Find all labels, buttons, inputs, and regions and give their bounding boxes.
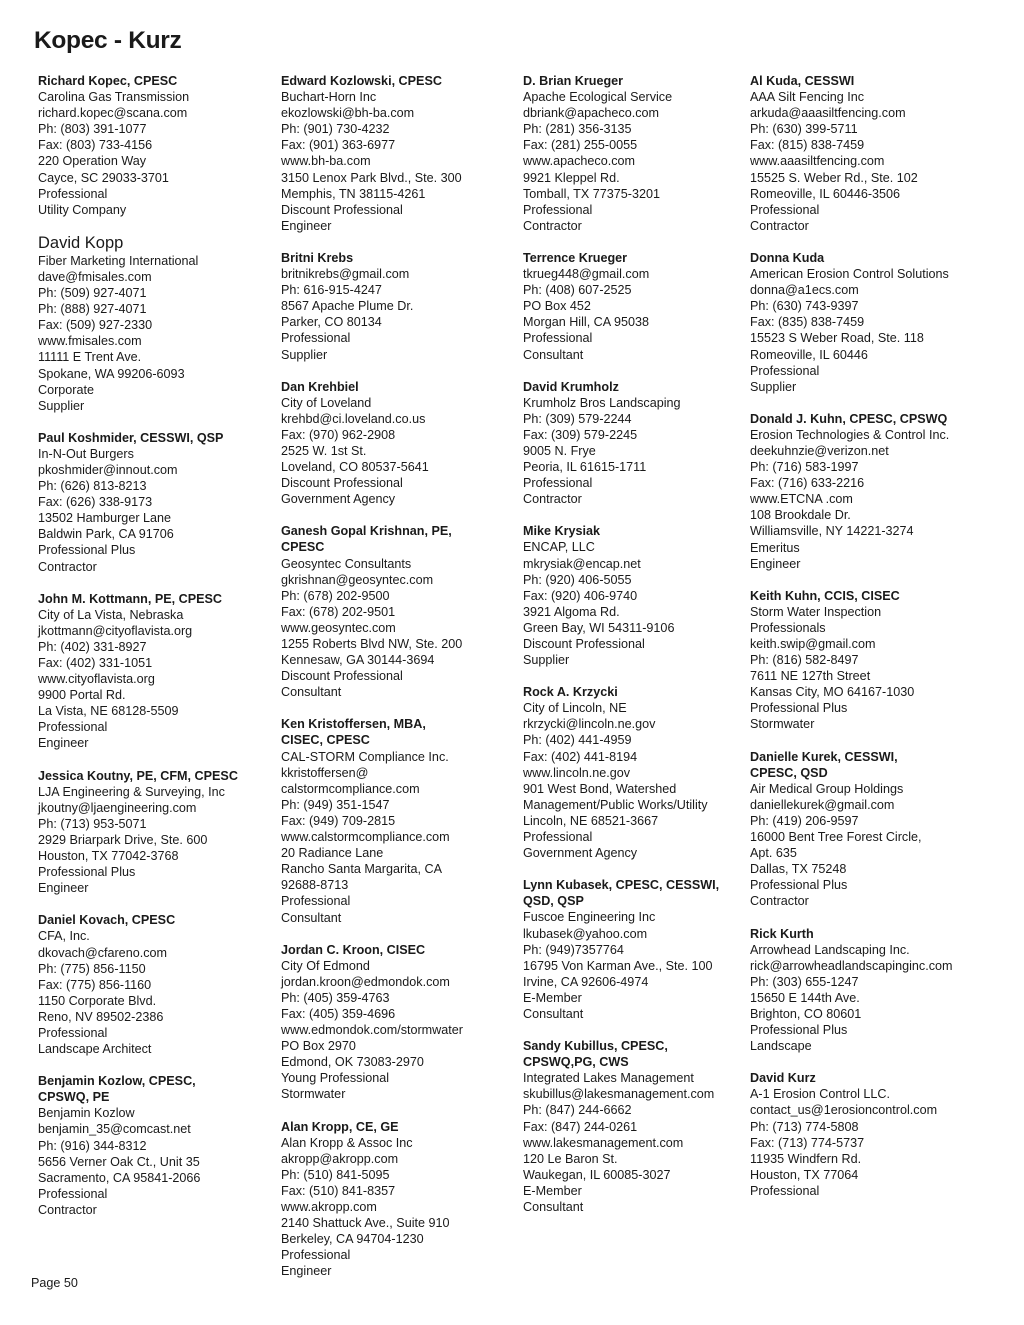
member-entry [750, 411, 988, 572]
member-detail: Ph: (803) 391-1077 [38, 122, 147, 137]
member-detail: 20 Radiance Lane [281, 846, 384, 861]
member-name: Donald J. Kuhn, CPESC, CPSWQ [750, 411, 948, 426]
member-detail: Professional Plus [38, 865, 136, 880]
member-detail: Fax: (713) 774-5737 [750, 1135, 865, 1150]
member-detail: 16000 Bent Tree Forest Circle, [750, 830, 922, 845]
member-detail: krehbd@ci.loveland.co.us [281, 411, 426, 426]
member-detail: PO Box 2970 [281, 1039, 356, 1054]
member-detail: Professional [750, 1183, 820, 1198]
member-detail: Management/Public Works/Utility [523, 797, 708, 812]
member-detail: Buchart-Horn Inc [281, 90, 377, 105]
member-name: D. Brian Krueger [523, 74, 624, 88]
member-detail: Ph: (901) 730-4232 [281, 122, 390, 137]
member-detail: www.ETCNA .com [750, 492, 853, 507]
member-detail: Erosion Technologies & Control Inc. [750, 427, 950, 442]
member-detail: Engineer [281, 1264, 332, 1279]
member-detail: E-Member [523, 990, 582, 1005]
member-detail: PO Box 452 [523, 299, 591, 314]
member-detail: Peoria, IL 61615-1711 [523, 460, 647, 475]
member-name: Daniel Kovach, CPESC [38, 913, 176, 928]
member-detail: Memphis, TN 38115-4261 [281, 186, 426, 201]
member-detail: Romeoville, IL 60446 [750, 347, 868, 362]
member-detail: LJA Engineering & Surveying, Inc [38, 784, 225, 799]
member-detail: Ph: (888) 927-4071 [38, 302, 147, 317]
member-detail: Romeoville, IL 60446-3506 [750, 186, 901, 201]
member-detail: www.apacheco.com [523, 154, 635, 169]
member-entry [523, 73, 761, 234]
directory-column-2 [281, 73, 519, 1295]
member-detail: Utility Company [38, 202, 127, 217]
member-entry [281, 250, 519, 363]
member-name: John M. Kottmann, PE, CPESC [38, 591, 223, 606]
member-detail: Ph: (309) 579-2244 [523, 411, 632, 426]
member-name: Sandy Kubillus, CPESC, [523, 1039, 668, 1054]
member-entry [750, 73, 988, 234]
member-detail: Fax: (510) 841-8357 [281, 1183, 396, 1198]
member-detail: Ph: 616-915-4247 [281, 283, 382, 298]
member-detail: 2525 W. 1st St. [281, 443, 367, 458]
member-name: David Kurz [750, 1071, 816, 1086]
member-name: Alan Kropp, CE, GE [281, 1119, 399, 1134]
member-detail: 5656 Verner Oak Ct., Unit 35 [38, 1154, 200, 1169]
member-detail: Professional Plus [750, 878, 848, 893]
member-detail: American Erosion Control Solutions [750, 267, 949, 282]
member-detail: Engineer [38, 736, 89, 751]
member-detail: 15650 E 144th Ave. [750, 990, 860, 1005]
member-name: Richard Kopec, CPESC [38, 74, 178, 88]
member-detail: 120 Le Baron St. [523, 1151, 618, 1166]
member-detail: jkoutny@ljaengineering.com [38, 800, 197, 815]
member-detail: Professional [38, 720, 108, 735]
member-detail: Professional Plus [750, 1023, 848, 1038]
member-detail: www.fmisales.com [38, 334, 142, 349]
member-detail: Fax: (970) 962-2908 [281, 427, 396, 442]
member-entry [523, 877, 761, 1022]
member-detail: ekozlowski@bh-ba.com [281, 106, 415, 121]
member-detail: Government Agency [523, 846, 638, 861]
member-detail: Discount Professional [281, 476, 403, 491]
member-detail: Consultant [281, 910, 342, 925]
member-detail: Fax: (716) 633-2216 [750, 476, 865, 491]
member-detail: kkristoffersen@ [281, 765, 369, 780]
member-detail: Fax: (835) 838-7459 [750, 315, 865, 330]
member-detail: Fax: (920) 406-9740 [523, 588, 638, 603]
member-detail: Arrowhead Landscaping Inc. [750, 942, 910, 957]
member-detail: Professional [38, 1025, 108, 1040]
member-name: Jessica Koutny, PE, CFM, CPESC [38, 768, 238, 783]
member-detail: Sacramento, CA 95841-2066 [38, 1170, 201, 1185]
member-detail: Ph: (713) 953-5071 [38, 816, 147, 831]
member-detail: Ph: (419) 206-9597 [750, 813, 859, 828]
member-entry [750, 926, 988, 1055]
member-detail: Morgan Hill, CA 95038 [523, 315, 650, 330]
member-entry [281, 1119, 519, 1280]
member-name: Lynn Kubasek, CPESC, CESSWI, [523, 878, 720, 893]
member-detail: dkovach@cfareno.com [38, 945, 167, 960]
member-detail: Ph: (303) 655-1247 [750, 974, 859, 989]
member-detail: 2140 Shattuck Ave., Suite 910 [281, 1216, 450, 1231]
member-detail: Ph: (713) 774-5808 [750, 1119, 859, 1134]
member-detail: Fax: (815) 838-7459 [750, 138, 865, 153]
member-entry [750, 1070, 988, 1199]
member-detail: Fax: (402) 441-8194 [523, 749, 638, 764]
member-detail: Spokane, WA 99206-6093 [38, 366, 185, 381]
member-detail: A-1 Erosion Control LLC. [750, 1087, 890, 1102]
member-detail: 11111 E Trent Ave. [38, 350, 142, 365]
member-name: CISEC, CPESC [281, 733, 370, 748]
member-detail: Apt. 635 [750, 846, 797, 861]
member-entry [38, 768, 276, 897]
member-name: Rock A. Krzycki [523, 685, 618, 700]
member-entry [38, 912, 276, 1057]
member-detail: Contractor [523, 492, 582, 507]
member-detail: 901 West Bond, Watershed [523, 781, 677, 796]
member-detail: Contractor [750, 894, 809, 909]
member-entry [281, 523, 519, 700]
member-detail: Consultant [523, 1200, 584, 1214]
member-detail: Professional [38, 1186, 108, 1201]
member-name: Ken Kristoffersen, MBA, [281, 717, 426, 732]
member-entry [523, 250, 761, 363]
member-detail: donna@a1ecs.com [750, 283, 859, 298]
member-detail: Engineer [281, 218, 332, 233]
member-entry [523, 523, 761, 668]
member-detail: Storm Water Inspection [750, 604, 882, 619]
directory-column-3 [523, 73, 761, 1231]
member-detail: 16795 Von Karman Ave., Ste. 100 [523, 958, 713, 973]
member-detail: Ph: (626) 813-8213 [38, 479, 147, 494]
member-detail: Lincoln, NE 68521-3667 [523, 813, 659, 828]
member-detail: Williamsville, NY 14221-3274 [750, 524, 914, 539]
member-detail: Professional [281, 894, 351, 909]
member-detail: www.akropp.com [281, 1200, 377, 1214]
member-detail: Ph: (402) 331-8927 [38, 639, 147, 654]
member-detail: Ph: (816) 582-8497 [750, 653, 859, 668]
member-detail: www.edmondok.com/stormwater [281, 1023, 463, 1038]
member-detail: Discount Professional [281, 669, 403, 684]
member-detail: Supplier [281, 347, 328, 362]
member-entry [750, 250, 988, 395]
member-detail: CAL-STORM Compliance Inc. [281, 749, 449, 764]
member-detail: Fax: (509) 927-2330 [38, 318, 153, 333]
member-detail: 9005 N. Frye [523, 443, 596, 458]
member-detail: Professional [523, 476, 593, 491]
member-detail: Ph: (402) 441-4959 [523, 733, 632, 748]
member-detail: Green Bay, WI 54311-9106 [523, 620, 675, 635]
member-name: CPSWQ, PE [38, 1090, 110, 1105]
member-entry [523, 684, 761, 861]
member-detail: Fax: (775) 856-1160 [38, 977, 152, 992]
member-entry [38, 430, 276, 575]
member-detail: www.cityoflavista.org [38, 672, 155, 687]
member-detail: 9900 Portal Rd. [38, 688, 126, 703]
member-detail: 8567 Apache Plume Dr. [281, 299, 414, 314]
member-detail: Kansas City, MO 64167-1030 [750, 685, 915, 700]
member-detail: Houston, TX 77042-3768 [38, 849, 179, 864]
member-detail: Ph: (281) 356-3135 [523, 122, 632, 137]
member-entry [281, 73, 519, 234]
member-name: Jordan C. Kroon, CISEC [281, 942, 426, 957]
member-detail: www.calstormcompliance.com [281, 830, 450, 845]
member-detail: Fax: (309) 579-2245 [523, 427, 638, 442]
member-detail: Air Medical Group Holdings [750, 781, 904, 796]
member-detail: Loveland, CO 80537-5641 [281, 460, 429, 475]
member-detail: Alan Kropp & Assoc Inc [281, 1135, 413, 1150]
member-detail: pkoshmider@innout.com [38, 462, 178, 477]
member-entry [38, 234, 276, 414]
member-detail: Landscape [750, 1039, 812, 1054]
member-detail: Discount Professional [281, 202, 403, 217]
member-detail: britnikrebs@gmail.com [281, 267, 410, 282]
member-detail: Fax: (901) 363-6977 [281, 138, 396, 153]
member-detail: Stormwater [281, 1087, 346, 1102]
member-detail: Irvine, CA 92606-4974 [523, 974, 649, 989]
member-detail: Corporate [38, 382, 95, 397]
member-detail: La Vista, NE 68128-5509 [38, 704, 179, 719]
member-detail: www.geosyntec.com [281, 620, 396, 635]
member-detail: akropp@akropp.com [281, 1151, 399, 1166]
member-name: Donna Kuda [750, 250, 825, 265]
member-detail: Ph: (509) 927-4071 [38, 286, 147, 301]
member-detail: Fiber Marketing International [38, 253, 199, 268]
member-name: David Krumholz [523, 379, 619, 394]
member-detail: Integrated Lakes Management [523, 1071, 694, 1086]
member-detail: Young Professional [281, 1071, 390, 1086]
member-entry [38, 591, 276, 752]
member-detail: Contractor [38, 1202, 97, 1217]
member-detail: keith.swip@gmail.com [750, 637, 876, 651]
member-detail: Engineer [38, 881, 89, 896]
member-name: CPSWQ,PG, CWS [523, 1055, 629, 1070]
member-detail: lkubasek@yahoo.com [523, 926, 648, 941]
member-detail: Ph: (949) 351-1547 [281, 797, 390, 812]
page-number: Page 50 [31, 1276, 78, 1290]
member-detail: Tomball, TX 77375-3201 [523, 186, 660, 201]
member-detail: Fax: (626) 338-9173 [38, 495, 153, 510]
member-detail: Supplier [523, 653, 570, 668]
member-detail: Consultant [523, 347, 584, 362]
member-detail: 1255 Roberts Blvd NW, Ste. 200 [281, 637, 463, 651]
member-detail: Fax: (678) 202-9501 [281, 604, 396, 619]
member-detail: dave@fmisales.com [38, 269, 152, 284]
member-detail: Fuscoe Engineering Inc [523, 910, 656, 925]
member-entry [281, 942, 519, 1103]
member-name: Benjamin Kozlow, CPESC, [38, 1074, 196, 1089]
member-detail: Professional [281, 331, 351, 346]
member-entry [281, 716, 519, 925]
member-detail: Engineer [750, 556, 801, 571]
member-detail: Brighton, CO 80601 [750, 1006, 862, 1021]
member-detail: Dallas, TX 75248 [750, 862, 847, 877]
member-name: CPESC [281, 540, 325, 555]
member-name: QSD, QSP [523, 894, 584, 909]
member-detail: Fax: (281) 255-0055 [523, 138, 638, 153]
member-detail: Professional [750, 202, 820, 217]
member-detail: 15523 S Weber Road, Ste. 118 [750, 331, 924, 346]
member-detail: rick@arrowheadlandscapinginc.com [750, 958, 953, 973]
member-entry [281, 379, 519, 508]
member-detail: Professional [38, 186, 108, 201]
member-detail: Carolina Gas Transmission [38, 90, 190, 105]
member-detail: Ph: (716) 583-1997 [750, 460, 859, 475]
member-detail: City Of Edmond [281, 958, 370, 973]
member-detail: Rancho Santa Margarita, CA [281, 862, 443, 877]
member-detail: Professional [750, 363, 820, 378]
member-detail: Ph: (949)7357764 [523, 942, 624, 957]
member-detail: Houston, TX 77064 [750, 1167, 859, 1182]
member-detail: Ph: (916) 344-8312 [38, 1138, 147, 1153]
member-detail: Baldwin Park, CA 91706 [38, 527, 174, 542]
member-detail: jordan.kroon@edmondok.com [281, 974, 450, 989]
member-name: Edward Kozlowski, CPESC [281, 74, 442, 88]
member-detail: Professional Plus [750, 701, 848, 716]
member-entry [523, 1038, 761, 1215]
member-detail: Ph: (920) 406-5055 [523, 572, 632, 587]
member-detail: Waukegan, IL 60085-3027 [523, 1167, 671, 1182]
member-detail: Supplier [38, 398, 85, 413]
member-detail: Stormwater [750, 717, 815, 732]
member-detail: Benjamin Kozlow [38, 1106, 135, 1121]
member-detail: Fax: (803) 733-4156 [38, 138, 153, 153]
member-name: CPESC, QSD [750, 765, 828, 780]
member-name: Britni Krebs [281, 250, 354, 265]
member-detail: jkottmann@cityoflavista.org [38, 623, 193, 638]
member-detail: Discount Professional [523, 637, 645, 651]
member-entry [523, 379, 761, 508]
member-detail: Fax: (405) 359-4696 [281, 1006, 396, 1021]
member-detail: Ph: (408) 607-2525 [523, 283, 632, 298]
member-detail: Fax: (847) 244-0261 [523, 1119, 638, 1134]
member-detail: Cayce, SC 29033-3701 [38, 170, 169, 185]
member-detail: contact_us@1erosioncontrol.com [750, 1103, 938, 1118]
member-detail: City of Lincoln, NE [523, 701, 627, 716]
member-detail: Kennesaw, GA 30144-3694 [281, 653, 435, 668]
member-detail: ENCAP, LLC [523, 540, 595, 555]
member-name: Danielle Kurek, CESSWI, [750, 749, 898, 764]
member-detail: Professional Plus [38, 543, 136, 558]
member-detail: Berkeley, CA 94704-1230 [281, 1232, 424, 1247]
member-detail: Ph: (630) 743-9397 [750, 299, 859, 314]
member-entry [750, 749, 988, 910]
member-name: Dan Krehbiel [281, 379, 359, 394]
member-detail: benjamin_35@comcast.net [38, 1122, 191, 1137]
member-detail: Consultant [281, 685, 342, 700]
member-detail: mkrysiak@encap.net [523, 556, 641, 571]
member-detail: 3150 Lenox Park Blvd., Ste. 300 [281, 170, 462, 185]
member-detail: calstormcompliance.com [281, 781, 420, 796]
member-detail: www.aaasiltfencing.com [750, 154, 885, 169]
member-entry [38, 1073, 276, 1218]
member-detail: 108 Brookdale Dr. [750, 508, 851, 523]
member-detail: Ph: (775) 856-1150 [38, 961, 146, 976]
member-detail: arkuda@aaasiltfencing.com [750, 106, 906, 121]
member-detail: rkrzycki@lincoln.ne.gov [523, 717, 656, 732]
directory-column-4 [750, 73, 988, 1215]
member-detail: www.lincoln.ne.gov [523, 765, 631, 780]
member-detail: Contractor [523, 218, 582, 233]
member-name: Al Kuda, CESSWI [750, 74, 855, 88]
member-detail: Reno, NV 89502-2386 [38, 1009, 164, 1024]
member-detail: Ph: (405) 359-4763 [281, 990, 390, 1005]
member-detail: tkrueg448@gmail.com [523, 267, 650, 282]
member-detail: skubillus@lakesmanagement.com [523, 1087, 715, 1102]
member-detail: Professional [523, 202, 593, 217]
member-name: Ganesh Gopal Krishnan, PE, [281, 524, 452, 539]
member-detail: 220 Operation Way [38, 154, 147, 169]
member-detail: 2929 Briarpark Drive, Ste. 600 [38, 832, 208, 847]
member-detail: richard.kopec@scana.com [38, 106, 188, 121]
member-detail: 15525 S. Weber Rd., Ste. 102 [750, 170, 918, 185]
member-detail: Professional [523, 830, 593, 845]
member-detail: E-Member [523, 1183, 582, 1198]
member-name: Keith Kuhn, CCIS, CISEC [750, 588, 900, 603]
member-detail: Fax: (949) 709-2815 [281, 813, 396, 828]
member-detail: Ph: (510) 841-5095 [281, 1167, 390, 1182]
member-detail: Apache Ecological Service [523, 90, 673, 105]
member-detail: Edmond, OK 73083-2970 [281, 1055, 424, 1070]
member-detail: dbriank@apacheco.com [523, 106, 659, 121]
member-detail: Professional [523, 331, 593, 346]
member-detail: Geosyntec Consultants [281, 556, 412, 571]
member-detail: City of La Vista, Nebraska [38, 607, 184, 622]
member-detail: 3921 Algoma Rd. [523, 604, 620, 619]
member-name: Terrence Krueger [523, 250, 628, 265]
member-detail: Government Agency [281, 492, 396, 507]
member-entry [38, 73, 276, 218]
member-detail: Professional [281, 1248, 351, 1263]
member-detail: deekuhnzie@verizon.net [750, 443, 889, 458]
member-detail: AAA Silt Fencing Inc [750, 90, 865, 105]
member-detail: 92688-8713 [281, 878, 349, 893]
member-detail: Contractor [38, 559, 97, 574]
member-detail: Professionals [750, 620, 826, 635]
member-detail: Ph: (630) 399-5711 [750, 122, 858, 137]
member-detail: daniellekurek@gmail.com [750, 797, 895, 812]
member-detail: Ph: (678) 202-9500 [281, 588, 390, 603]
member-detail: 11935 Windfern Rd. [750, 1151, 862, 1166]
member-detail: www.lakesmanagement.com [523, 1135, 684, 1150]
member-detail: 7611 NE 127th Street [750, 669, 871, 684]
page-title: Kopec - Kurz [34, 27, 182, 54]
member-name: David Kopp [38, 233, 124, 252]
member-entry [750, 588, 988, 733]
directory-column-1 [38, 73, 276, 1234]
member-detail: 13502 Hamburger Lane [38, 511, 172, 526]
member-detail: Landscape Architect [38, 1042, 152, 1057]
member-detail: CFA, Inc. [38, 929, 90, 944]
member-detail: gkrishnan@geosyntec.com [281, 572, 434, 587]
member-name: Mike Krysiak [523, 524, 601, 539]
member-detail: Ph: (847) 244-6662 [523, 1103, 632, 1118]
member-detail: In-N-Out Burgers [38, 446, 134, 461]
member-detail: 1150 Corporate Blvd. [38, 993, 157, 1008]
member-detail: Parker, CO 80134 [281, 315, 382, 330]
member-detail: Consultant [523, 1006, 584, 1021]
member-detail: Fax: (402) 331-1051 [38, 656, 153, 670]
member-name: Rick Kurth [750, 926, 814, 941]
member-name: Paul Koshmider, CESSWI, QSP [38, 430, 224, 445]
member-detail: www.bh-ba.com [281, 154, 371, 169]
member-detail: Emeritus [750, 540, 800, 555]
member-detail: Krumholz Bros Landscaping [523, 395, 681, 410]
member-detail: Supplier [750, 379, 797, 394]
member-detail: 9921 Kleppel Rd. [523, 170, 620, 185]
member-detail: Contractor [750, 218, 809, 233]
member-detail: City of Loveland [281, 395, 372, 410]
